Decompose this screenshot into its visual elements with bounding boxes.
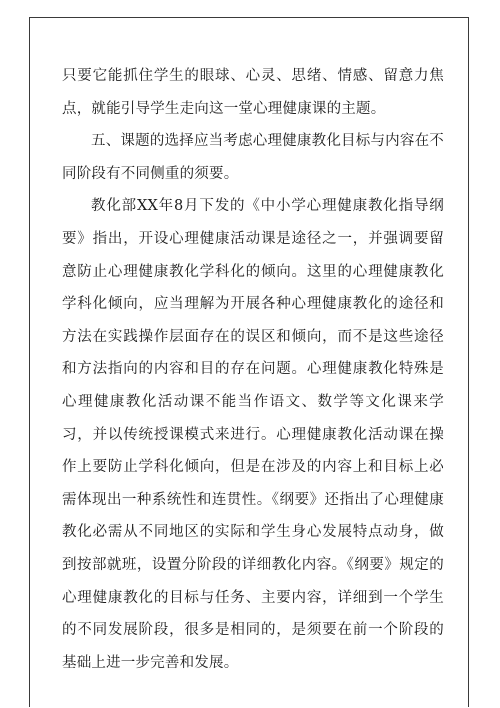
paragraph-section-five: 五、课题的选择应当考虑心理健康教化目标与内容在不同阶段有不同侧重的须要。	[62, 133, 444, 182]
paragraph-continuation: 只要它能抓住学生的眼球、心灵、思绪、情感、留意力焦点，就能引导学生走向这一堂心理健康课的主题。	[62, 68, 444, 117]
document-body	[62, 60, 444, 679]
paragraph-guideline: 教化部XX年8月下发的《中小学心理健康教化指导纲要》指出，开设心理健康活动课是途径之一，并强调要留意防止心理健康教化学科化的倾向。这里的心理健康教化学科化倾向，应当理解为开展各种心理健康教化的途径和方法在实践操作层面存在的误区和倾向，而不是这些途径和方法指向的内容和目的存在问题。心理健康教化特殊是心理健康教化活动课不能当作语文、数学等文化课来学习，并以传统授课模式来进行。心理健康教化活动课在操作上要防止学科化倾向，但是在涉及的内容上和目标上必需体现出一种系统性和连贯性。《纲要》还指出了心理健康教化必需从不同地区的实际和学生身心发展特点动身，做到按部就班，设置分阶段的详细教化内容。《纲要》规定的心理健康教化的目标与任务、主要内容，详细到一个学生的不同发展阶段，很多是相同的，是须要在前一个阶段的基础上进一步完善和发展。	[62, 198, 444, 671]
